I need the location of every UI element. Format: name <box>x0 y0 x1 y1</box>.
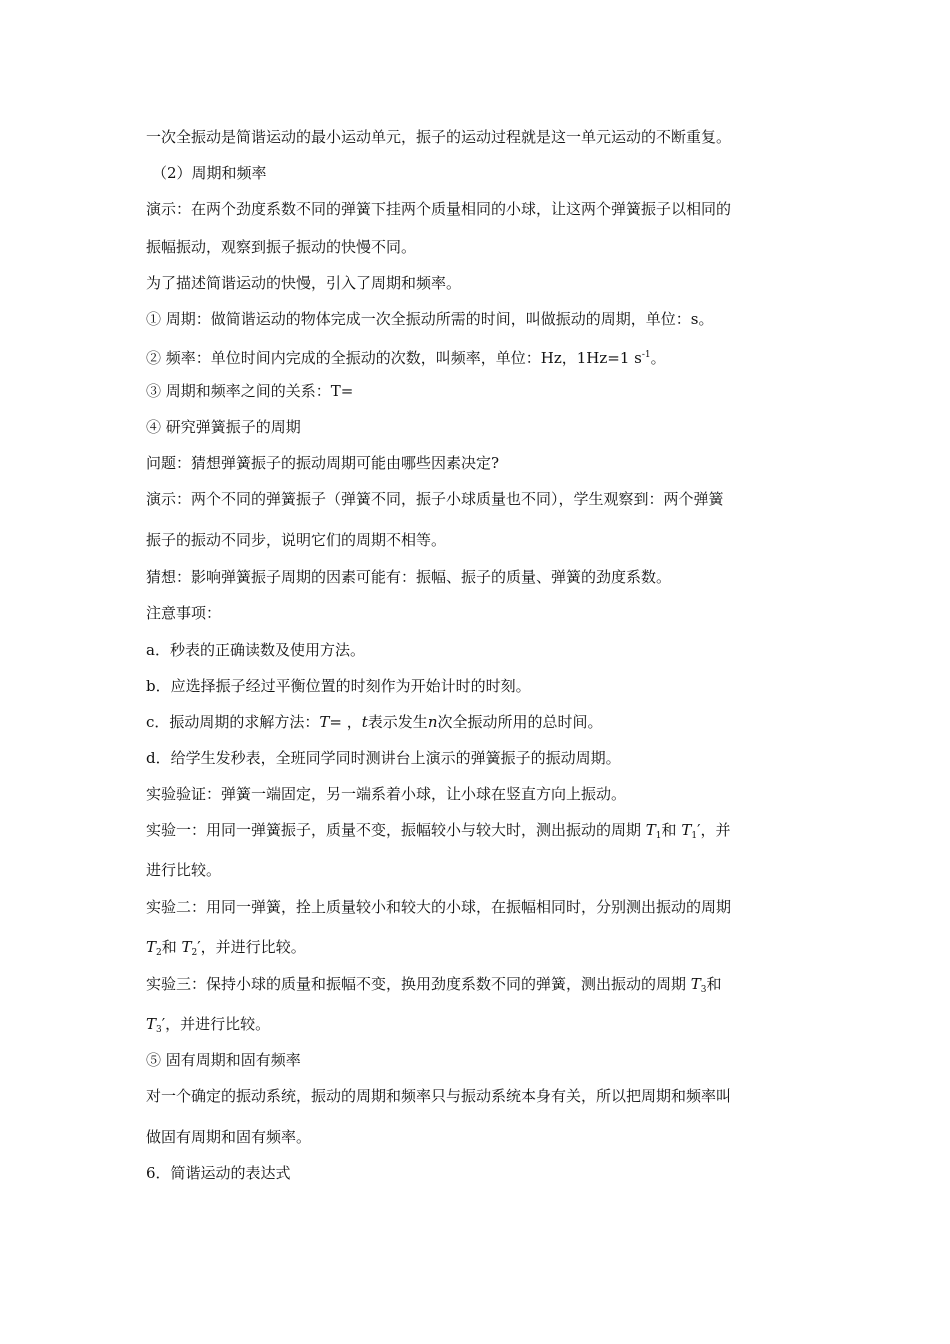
text-run: ′，并进行比较。 <box>161 1015 271 1033</box>
subscript: 3 <box>156 1025 162 1035</box>
text-run: c．振动周期的求解方法： <box>146 713 320 731</box>
math-symbol: T <box>181 938 192 956</box>
list-item: b．应选择振子经过平衡位置的时刻作为开始计时的时刻。 <box>146 677 531 695</box>
paragraph-line: 做固有周期和固有频率。 <box>146 1128 312 1146</box>
paragraph-line <box>146 937 306 963</box>
subscript: 1 <box>655 831 662 841</box>
paragraph-line: 实验验证：弹簧一端固定，另一端系着小球，让小球在竖直方向上振动。 <box>146 785 627 803</box>
math-symbol: T <box>645 821 656 839</box>
section-heading: 6．简谐运动的表达式 <box>146 1164 291 1182</box>
list-item: a．秒表的正确读数及使用方法。 <box>146 641 365 659</box>
math-symbol: n <box>427 713 438 731</box>
paragraph-line: 振幅振动，观察到振子振动的快慢不同。 <box>146 238 417 256</box>
text-run: 实验一：用同一弹簧振子，质量不变，振幅较小与较大时，测出振动的周期 <box>146 821 646 839</box>
paragraph-line: 演示：在两个劲度系数不同的弹簧下挂两个质量相同的小球，让这两个弹簧振子以相同的 <box>146 200 732 218</box>
paragraph-line: 注意事项： <box>146 604 222 622</box>
math-symbol: T <box>146 938 157 956</box>
text-run: 。 <box>650 349 666 367</box>
text-run: 表示发生 <box>367 713 428 731</box>
paragraph-line: 为了描述简谐运动的快慢，引入了周期和频率。 <box>146 274 462 292</box>
paragraph-line: 对一个确定的振动系统，振动的周期和频率只与振动系统本身有关，所以把周期和频率叫 <box>146 1087 732 1105</box>
text-run: 次全振动所用的总时间。 <box>437 713 603 731</box>
text-run: ′，并 <box>697 821 731 839</box>
paragraph-line <box>146 974 722 1000</box>
section-heading: ④ 研究弹簧振子的周期 <box>146 418 301 436</box>
math-symbol: T <box>681 821 692 839</box>
section-heading: ⑤ 固有周期和固有频率 <box>146 1051 301 1069</box>
text-run: ② 频率：单位时间内完成的全振动的次数，叫频率，单位：Hz，1Hz=1 s <box>146 349 642 367</box>
paragraph-line <box>146 345 666 368</box>
subscript: 1 <box>691 831 698 841</box>
text-run: 和 <box>661 821 682 839</box>
paragraph-line: ① 周期：做简谐运动的物体完成一次全振动所需的时间，叫做振动的周期，单位：s。 <box>146 310 714 328</box>
section-heading: （2）周期和频率 <box>152 164 267 182</box>
paragraph-line: ③ 周期和频率之间的关系：T= <box>146 382 354 400</box>
text-run: 和 <box>161 938 182 956</box>
text-run: 实验三：保持小球的质量和振幅不变，换用劲度系数不同的弹簧，测出振动的周期 <box>146 975 691 993</box>
math-symbol: T <box>146 1015 157 1033</box>
paragraph-line: 演示：两个不同的弹簧振子（弹簧不同，振子小球质量也不同），学生观察到：两个弹簧 <box>146 490 724 508</box>
paragraph-line: 进行比较。 <box>146 861 222 879</box>
paragraph-line: 一次全振动是简谐运动的最小运动单元，振子的运动过程就是这一单元运动的不断重复。 <box>146 128 732 146</box>
list-item <box>146 712 603 732</box>
text-run: = ， <box>329 713 362 731</box>
paragraph-line: 振子的振动不同步，说明它们的周期不相等。 <box>146 531 447 549</box>
paragraph-line: 猜想：影响弹簧振子周期的因素可能有：振幅、振子的质量、弹簧的劲度系数。 <box>146 568 672 586</box>
subscript: 2 <box>191 948 198 958</box>
paragraph-line <box>146 820 730 846</box>
paragraph-line: 问题：猜想弹簧振子的振动周期可能由哪些因素决定? <box>146 454 500 472</box>
text-run: ′，并进行比较。 <box>197 938 306 956</box>
paragraph-line <box>146 1014 270 1040</box>
text-run: 和 <box>706 975 722 993</box>
math-symbol: t <box>361 713 368 731</box>
superscript: -1 <box>641 350 651 360</box>
list-item: d．给学生发秒表，全班同学同时测讲台上演示的弹簧振子的振动周期。 <box>146 749 621 767</box>
math-symbol: T <box>690 975 701 993</box>
math-symbol: T <box>319 713 330 731</box>
paragraph-line: 实验二：用同一弹簧，拴上质量较小和较大的小球，在振幅相同时，分别测出振动的周期 <box>146 898 732 916</box>
subscript: 3 <box>700 985 707 995</box>
subscript: 2 <box>156 948 162 958</box>
